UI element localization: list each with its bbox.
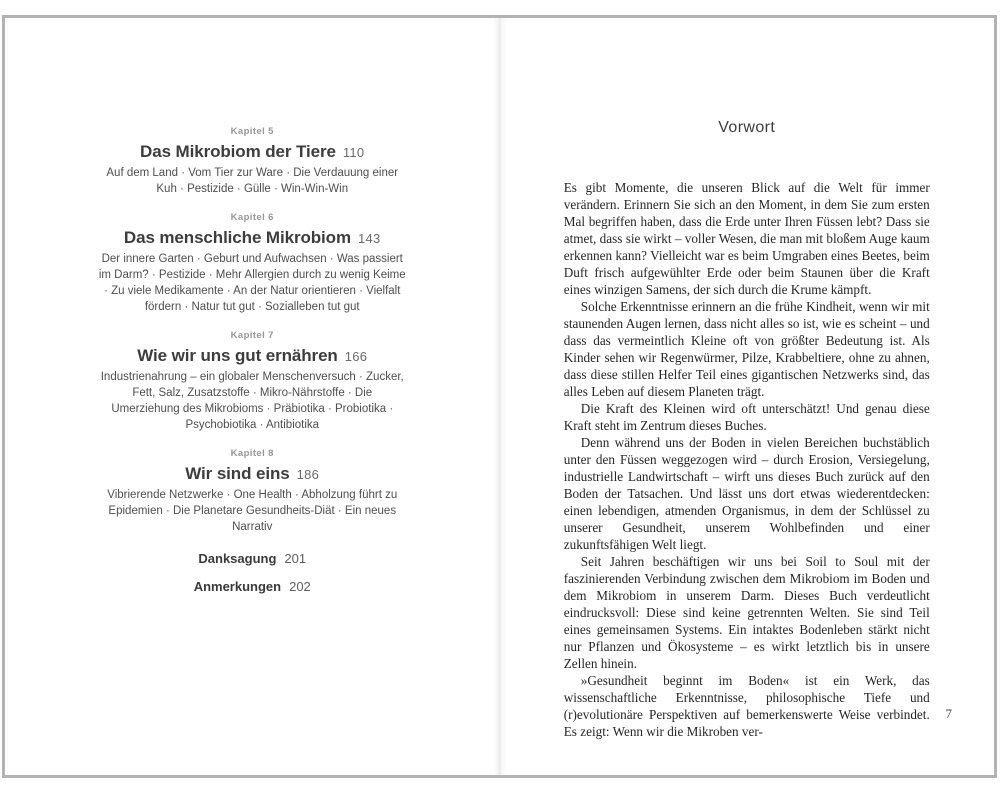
foreword-body [564,179,930,740]
toc-entry-kapitel-5 [92,126,412,197]
chapter-page-number: 143 [357,231,381,246]
chapter-title [92,346,412,367]
chapter-title-text: Wie wir uns gut ernähren [137,346,338,365]
backmatter-title: Danksagung [198,551,277,566]
foreword-paragraph: Es gibt Momente, die unseren Blick auf die Welt für immer verändern. Erinnern Sie sich an den Moment, in dem Sie zum ersten Mal begriffen haben, dass die Erde unter Ihren Füssen lebt? Dass sie atmet, dass sie wirkt – voller Wesen, die man mit bloßem Auge kaum erkennen kann? Vielleicht war es beim Umgraben eines Beetes, beim Duft frisch aufgewühlter Erde oder beim Staunen über die Kraft eines winzigen Samens, der sich durch die Krume kämpft. [563,180,930,297]
chapter-page-number: 110 [342,145,365,160]
foreword-paragraph: »Gesundheit beginnt im Boden« ist ein Werk, das wissenschaftliche Erkenntnisse, philosophische Tiefe und (r)evolutionäre Perspektiven auf bemerkenswerte Weise verbindet. Es zeigt: Wenn wir die Mikroben ver- [563,673,930,739]
chapter-topics: Auf dem Land · Vom Tier zur Ware · Die Verdauung einer Kuh · Pestizide · Gülle · Win-Win-Win [106,167,399,195]
left-page [5,18,500,775]
chapter-topics: Der innere Garten · Geburt und Aufwachsen · Was passiert im Darm? · Pestizide · Mehr Allergien durch zu wenig Keime · Zu viele Medikamente · An der Natur orientieren · Vielfalt fördern · Natur tut gut · Sozialleben tut gut [98,253,406,313]
toc-entry-kapitel-7 [92,330,412,433]
toc-backmatter [92,550,412,595]
foreword-column [564,18,930,740]
chapter-label: Kapitel 7 [230,330,274,341]
page-number: 7 [945,706,952,721]
toc-entry-anmerkungen [92,578,412,595]
toc-entry-kapitel-6 [92,212,412,315]
chapter-title [92,228,412,249]
chapter-topics: Vibrierende Netzwerke · One Health · Abholzung führt zu Epidemien · Die Planetare Gesundheits-Diät · Ein neues Narrativ [107,489,398,533]
page-title: Vorwort [718,119,776,136]
backmatter-title: Anmerkungen [193,579,282,594]
chapter-title [92,142,412,163]
backmatter-page-number: 202 [289,579,311,594]
chapter-title-text: Das Mikrobiom der Tiere [140,142,336,161]
foreword-paragraph: Die Kraft des Kleinen wird oft unterschätzt! Und genau diese Kraft steht im Zentrum dieses Buches. [563,401,930,433]
chapter-title-text: Das menschliche Mikrobiom [123,228,351,247]
chapter-label: Kapitel 5 [230,126,274,137]
backmatter-page-number: 201 [284,551,307,566]
foreword-paragraph: Seit Jahren beschäftigen wir uns bei Soil to Soul mit der faszinierenden Verbindung zwischen dem Mikrobiom im Boden und dem Mikrobiom in unserem Darm. Dieses Buch verdeutlicht eindrucksvoll: Diese sind keine getrennten Welten. Sie sind Teil eines gemeinsamen Systems. Ein intaktes Bodenleben stärkt nicht nur Pflanzen und Ökosysteme – es wirkt letztlich bis in unsere Zellen hinein. [563,554,930,671]
chapter-page-number: 166 [344,349,368,364]
foreword-paragraph: Denn während uns der Boden in vielen Bereichen buchstäblich unter den Füssen weggezogen wird – durch Erosion, Versiegelung, industrielle Landwirtschaft – wirft uns dieses Buch zurück auf den Boden der Tatsachen. Und lässt uns dort etwas wiederentdecken: einen lebendigen, atmenden Organismus, in dem der Schlüssel zu unserer Gesundheit, unserem Wohlbefinden und einer zukunftsfähigen Welt liegt. [563,435,930,552]
foreword-paragraph: Solche Erkenntnisse erinnern an die frühe Kindheit, wenn wir mit staunenden Augen lernen, dass nicht alles so ist, wie es scheint – und dass das vermeintlich Kleine oft von größter Bedeutung ist. Als Kinder sehen wir Regenwürmer, Pilze, Krabbeltiere, ohne zu ahnen, dass diese stillen Helfer Teil eines gigantischen Netzwerks sind, das alles Leben auf diesem Planeten trägt. [563,299,930,399]
chapter-title-text: Wir sind eins [185,464,290,483]
chapter-label: Kapitel 8 [230,448,274,459]
table-of-contents [92,18,412,595]
toc-entry-kapitel-8 [92,448,412,535]
toc-entry-danksagung [92,550,412,567]
chapter-label: Kapitel 6 [230,212,274,223]
chapter-page-number: 186 [296,467,320,482]
book-spread [2,15,997,778]
chapter-title [92,464,412,485]
chapter-topics: Industrienahrung – ein globaler Menschenversuch · Zucker, Fett, Salz, Zusatzstoffe · Mikro-Nährstoffe · Die Umerziehung des Mikrobioms · Präbiotika · Probiotika · Psychobiotika · Antibiotika [100,371,404,431]
right-page [500,18,995,775]
